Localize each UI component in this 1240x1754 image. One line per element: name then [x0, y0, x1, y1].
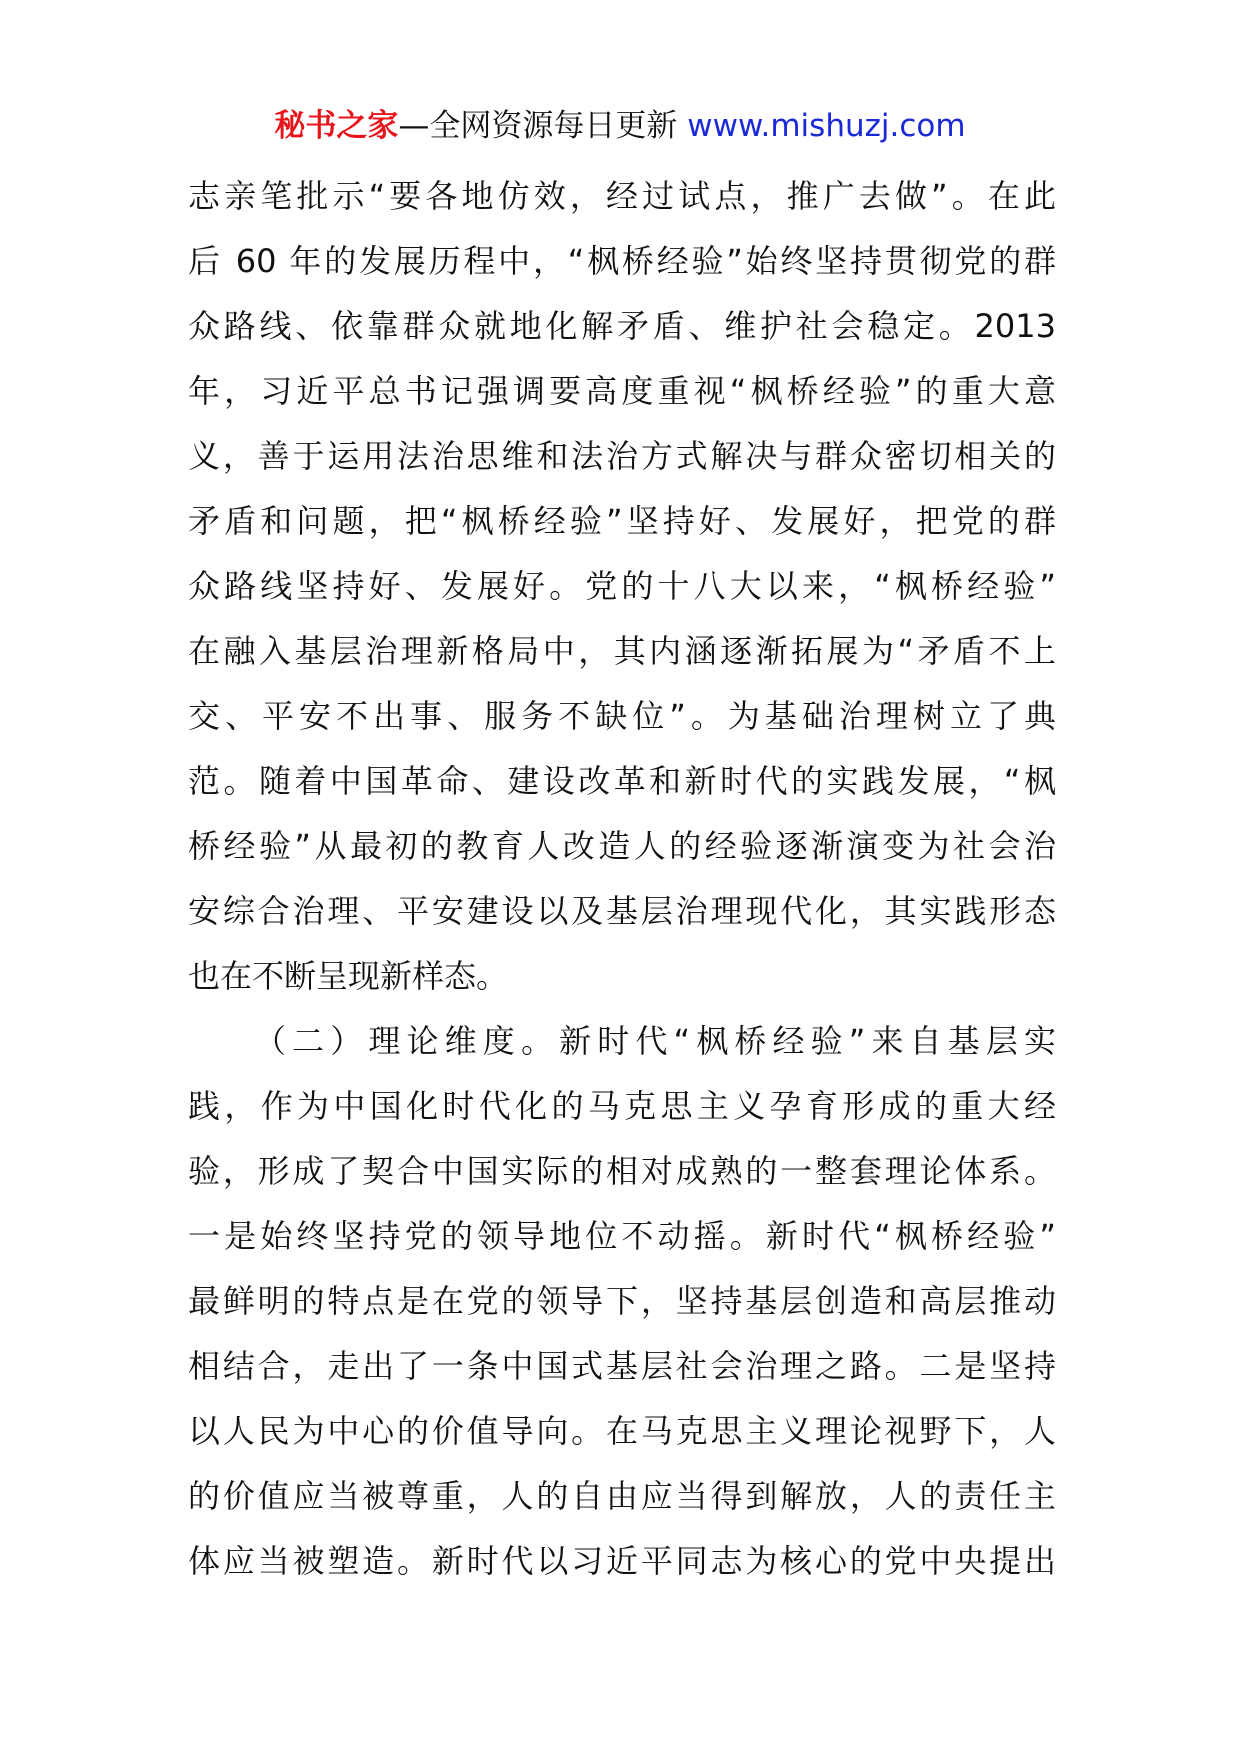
- body-line: 相结合，走出了一条中国式基层社会治理之路。二是坚持: [188, 1347, 1056, 1385]
- site-url-link[interactable]: www.mishuzj.com: [687, 108, 966, 144]
- body-line: 义，善于运用法治思维和法治方式解决与群众密切相关的: [188, 437, 1056, 475]
- paragraph-end-line: 也在不断呈现新样态。: [188, 957, 509, 995]
- body-line: 范。随着中国革命、建设改革和新时代的实践发展，“枫: [188, 762, 1056, 800]
- body-line: 志亲笔批示“要各地仿效，经过试点，推广去做”。在此: [188, 177, 1056, 215]
- body-line: 体应当被塑造。新时代以习近平同志为核心的党中央提出: [188, 1542, 1056, 1580]
- body-line: 以人民为中心的价值导向。在马克思主义理论视野下，人: [188, 1412, 1056, 1450]
- brand-name: 秘书之家: [274, 108, 399, 144]
- body-line: 践，作为中国化时代化的马克思主义孕育形成的重大经: [188, 1087, 1056, 1125]
- body-line: 众路线坚持好、发展好。党的十八大以来，“枫桥经验”: [188, 567, 1056, 605]
- body-line: 矛盾和问题，把“枫桥经验”坚持好、发展好，把党的群: [188, 502, 1056, 540]
- site-header: [0, 104, 1240, 148]
- body-line: 后 60 年的发展历程中，“枫桥经验”始终坚持贯彻党的群: [188, 242, 1056, 280]
- section-heading-line: （二）理论维度。新时代“枫桥经验”来自基层实: [254, 1022, 1056, 1060]
- body-line: 最鲜明的特点是在党的领导下，坚持基层创造和高层推动: [188, 1282, 1056, 1320]
- body-line: 在融入基层治理新格局中，其内涵逐渐拓展为“矛盾不上: [188, 632, 1056, 670]
- body-line: 交、平安不出事、服务不缺位”。为基础治理树立了典: [188, 697, 1056, 735]
- body-line: 桥经验”从最初的教育人改造人的经验逐渐演变为社会治: [188, 827, 1056, 865]
- body-line: 一是始终坚持党的领导地位不动摇。新时代“枫桥经验”: [188, 1217, 1056, 1255]
- body-line: 验，形成了契合中国实际的相对成熟的一整套理论体系。: [188, 1152, 1056, 1190]
- header-tagline: —全网资源每日更新: [398, 108, 688, 144]
- body-line: 年，习近平总书记强调要高度重视“枫桥经验”的重大意: [188, 372, 1056, 410]
- body-line: 的价值应当被尊重，人的自由应当得到解放，人的责任主: [188, 1477, 1056, 1515]
- body-line: 安综合治理、平安建设以及基层治理现代化，其实践形态: [188, 892, 1056, 930]
- document-body: [188, 164, 1056, 1594]
- body-line: 众路线、依靠群众就地化解矛盾、维护社会稳定。2013: [188, 307, 1056, 345]
